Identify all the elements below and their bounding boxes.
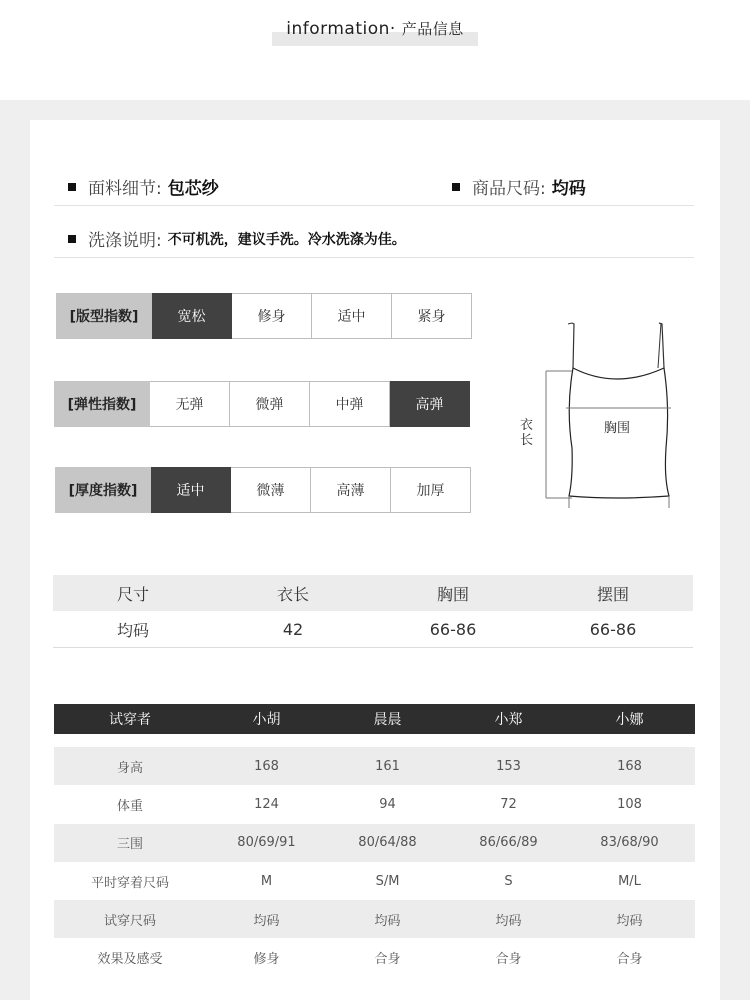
index-option-elasticity-3: 中弹	[310, 381, 390, 427]
size-header-cell: 衣长	[276, 584, 309, 604]
bullet-icon	[452, 183, 460, 191]
fit-cell: 均码	[495, 913, 522, 929]
index-option-elasticity-1: 无弹	[150, 381, 230, 427]
fit-header-cell: 晨晨	[373, 712, 402, 728]
index-option-thickness-2: 微薄	[231, 467, 311, 513]
size-label: 商品尺码:	[472, 179, 546, 199]
index-label-elasticity: [弹性指数]	[54, 381, 150, 427]
index-option-fit-2: 修身	[232, 293, 312, 339]
header-title-block	[272, 18, 478, 46]
index-option-thickness-1: 适中	[151, 467, 231, 513]
fit-cell: 168	[617, 758, 642, 774]
garment-diagram	[516, 318, 676, 513]
size-cell: 42	[282, 619, 304, 639]
size-header-cell: 尺寸	[116, 584, 149, 604]
size-header-cell: 摆围	[596, 584, 629, 604]
index-label-fit: [版型指数]	[56, 293, 152, 339]
size-cell: 均码	[116, 620, 149, 640]
fit-cell: 合身	[374, 952, 401, 968]
fit-cell: S	[504, 873, 513, 889]
index-row-elasticity	[54, 381, 470, 427]
spec-wash	[68, 226, 406, 251]
spec-size	[452, 174, 586, 199]
index-option-elasticity-4: 高弹	[390, 381, 470, 427]
table-row	[54, 824, 695, 862]
fit-table	[54, 704, 695, 977]
bullet-icon	[68, 183, 76, 191]
index-label-thickness: [厚度指数]	[55, 467, 151, 513]
fabric-value: 包芯纱	[167, 179, 219, 199]
index-row-thickness	[55, 467, 471, 513]
fit-cell: 均码	[253, 913, 280, 929]
fit-row-label: 效果及感受	[97, 952, 163, 968]
table-row	[54, 900, 695, 938]
spec-row-wash	[54, 226, 694, 258]
page-title-cn: 产品信息	[401, 20, 464, 38]
fit-row-label: 三围	[116, 837, 143, 853]
wash-value: 不可机洗，建议手洗。冷水洗涤为佳。	[167, 231, 406, 248]
fit-cell: 124	[254, 796, 279, 812]
fit-table-header	[54, 704, 695, 734]
bullet-icon	[68, 235, 76, 243]
spec-row-fabric-size	[54, 174, 694, 206]
fit-header-cell: 小娜	[615, 712, 644, 728]
fit-cell: M	[260, 873, 273, 889]
fit-header-cell: 试穿者	[109, 712, 151, 728]
size-header-cell: 胸围	[436, 584, 469, 604]
garment-length-label: 衣长	[520, 418, 534, 448]
index-option-fit-3: 适中	[312, 293, 392, 339]
fit-table-gap	[54, 734, 695, 747]
size-value: 均码	[551, 179, 586, 199]
page-title-en: information·	[286, 19, 396, 39]
wash-label: 洗涤说明:	[88, 231, 162, 251]
fit-row-label: 身高	[116, 760, 143, 776]
fit-cell: 153	[496, 758, 521, 774]
fit-row-label: 平时穿着尺码	[90, 875, 169, 891]
fit-cell: 161	[375, 758, 400, 774]
index-option-thickness-4: 加厚	[391, 467, 471, 513]
fit-cell: 72	[500, 796, 517, 812]
fit-row-label: 试穿尺码	[103, 913, 156, 929]
fit-cell: S/M	[375, 873, 400, 889]
fit-cell: M/L	[618, 873, 641, 889]
fabric-label: 面料细节:	[88, 179, 162, 199]
header	[0, 0, 750, 100]
table-row	[54, 785, 695, 823]
fit-cell: 80/69/91	[237, 835, 296, 851]
fit-cell: 108	[617, 796, 642, 812]
index-option-fit-4: 紧身	[392, 293, 472, 339]
fit-cell: 86/66/89	[479, 835, 538, 851]
size-cell: 66-86	[589, 619, 637, 639]
page-title	[272, 18, 478, 39]
table-row	[54, 747, 695, 785]
index-option-elasticity-2: 微弹	[230, 381, 310, 427]
size-table-header	[53, 575, 693, 611]
camisole-outline-icon	[516, 318, 676, 513]
size-table	[53, 575, 693, 648]
table-row	[54, 862, 695, 900]
fit-cell: 均码	[616, 913, 643, 929]
index-row-fit	[56, 293, 472, 339]
fit-cell: 168	[254, 758, 279, 774]
fit-header-cell: 小胡	[252, 712, 281, 728]
fit-cell: 均码	[374, 913, 401, 929]
size-table-row	[53, 611, 693, 648]
fit-cell: 修身	[253, 952, 280, 968]
fit-cell: 80/64/88	[358, 835, 417, 851]
fit-cell: 合身	[616, 952, 643, 968]
size-cell: 66-86	[429, 619, 477, 639]
fit-cell: 合身	[495, 952, 522, 968]
fit-row-label: 体重	[116, 798, 143, 814]
index-option-thickness-3: 高薄	[311, 467, 391, 513]
fit-header-cell: 小郑	[494, 712, 523, 728]
index-option-fit-1: 宽松	[152, 293, 232, 339]
table-row	[54, 938, 695, 976]
garment-chest-label: 胸围	[604, 421, 631, 436]
fit-cell: 94	[379, 796, 396, 812]
spec-fabric	[68, 174, 219, 199]
fit-cell: 83/68/90	[600, 835, 659, 851]
